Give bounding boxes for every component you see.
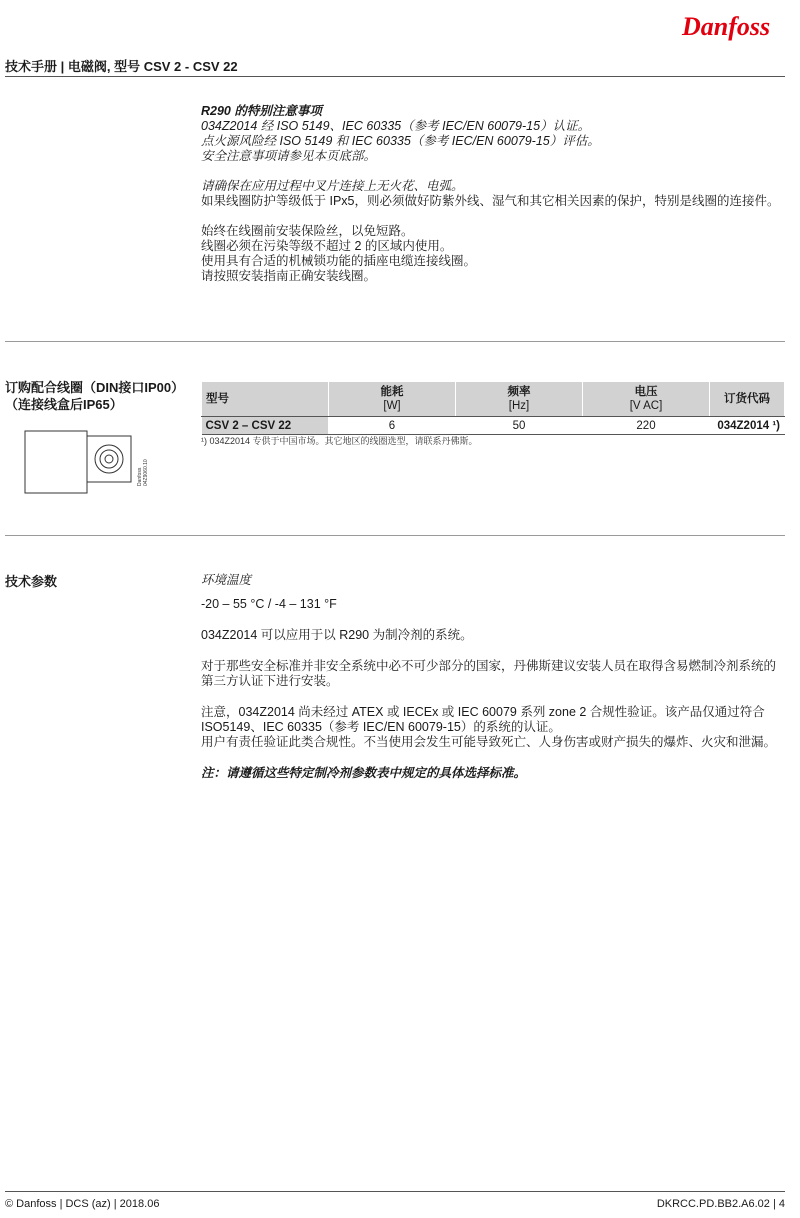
r290-note	[201, 104, 781, 284]
ipx5-warning: 如果线圈防护等级低于 IPx5，则必须做好防紫外线、湿气和其它相关因素的保护，特别是线圈的连接件。	[201, 194, 780, 208]
order-label-line: （连接线盒后IP65）	[5, 397, 123, 412]
r290-note-title: R290 的特别注意事项	[201, 104, 322, 118]
coil-drawing	[24, 430, 164, 496]
technical-params	[201, 573, 785, 781]
ambient-temp-value: -20 – 55 °C / -4 – 131 °F	[201, 597, 337, 611]
cell-frequency: 50	[456, 417, 583, 435]
order-label-line: 订购配合线圈（DIN接口IP00）	[5, 380, 185, 395]
footer-copyright: © Danfoss | DCS (az) | 2018.06	[5, 1198, 160, 1210]
coil-order-table	[201, 381, 785, 435]
table-footnote: ¹) 034Z2014 专供于中国市场。其它地区的线圈选型，请联系丹佛斯。	[201, 436, 478, 446]
cell-voltage: 220	[583, 417, 710, 435]
svg-text:Danfoss: Danfoss	[682, 12, 771, 41]
third-party-cert: 对于那些安全标准并非安全系统中必不可少部分的国家，丹佛斯建议安装人员在取得含易燃制冷剂系统的第三方认证下进行安装。	[201, 659, 777, 688]
section-divider	[5, 535, 785, 536]
page-header-title: 技术手册 | 电磁阀, 型号 CSV 2 - CSV 22	[5, 59, 238, 74]
r290-line: 安全注意事项请参见本页底部。	[201, 149, 377, 163]
user-responsibility: 用户有责任验证此类合规性。不当使用会发生可能导致死亡、人身伤害或财产损失的爆炸、火灾和泄漏。	[201, 735, 777, 749]
r290-final-line: 始终在线圈前安装保险丝，以免短路。	[201, 224, 414, 238]
danfoss-logo	[680, 8, 782, 44]
table-header-row	[202, 382, 785, 417]
footer-divider	[5, 1191, 785, 1192]
drawing-caption: 04Z9060.10	[143, 459, 149, 486]
r290-usage: 034Z2014 可以应用于以 R290 为制冷剂的系统。	[201, 628, 473, 642]
cell-order-code: 034Z2014 ¹)	[710, 417, 785, 435]
params-section-label: 技术参数	[5, 574, 58, 589]
ambient-temp-title: 环境温度	[201, 573, 252, 587]
selection-note: 注：请遵循这些特定制冷剂参数表中规定的具体选择标准。	[201, 766, 527, 780]
spark-warning: 请确保在应用过程中叉片连接上无火花、电弧。	[201, 179, 464, 193]
r290-line: 点火源风险经 ISO 5149 和 IEC 60335（参考 IEC/EN 60079-15）评估。	[201, 134, 600, 148]
drawing-caption: Danfoss	[137, 467, 143, 486]
col-model: 型号	[202, 382, 329, 417]
table-row	[202, 417, 785, 435]
order-section-label	[5, 379, 184, 413]
col-power: 能耗 [W]	[329, 382, 456, 417]
header-divider	[5, 76, 785, 77]
r290-final-line: 线圈必须在污染等级不超过 2 的区域内使用。	[201, 239, 453, 253]
col-order-code: 订货代码	[710, 382, 785, 417]
compliance-notice: 注意，034Z2014 尚未经过 ATEX 或 IECEx 或 IEC 60079 系列 zone 2 合规性验证。该产品仅通过符合 ISO5149、IEC 60335（参考 IEC/EN 60079-15）的系统的认证。	[201, 705, 765, 734]
col-frequency: 频率 [Hz]	[456, 382, 583, 417]
r290-line: 034Z2014 经 ISO 5149、IEC 60335（参考 IEC/EN 60079-15）认证。	[201, 119, 591, 133]
cell-power: 6	[329, 417, 456, 435]
col-voltage: 电压 [V AC]	[583, 382, 710, 417]
r290-final-line: 使用具有合适的机械锁功能的插座电缆连接线圈。	[201, 254, 477, 268]
footer-doc-code: DKRCC.PD.BB2.A6.02 | 4	[656, 1198, 785, 1210]
r290-final-line: 请按照安装指南正确安装线圈。	[201, 269, 377, 283]
section-divider	[5, 341, 785, 342]
cell-model: CSV 2 – CSV 22	[202, 417, 329, 435]
